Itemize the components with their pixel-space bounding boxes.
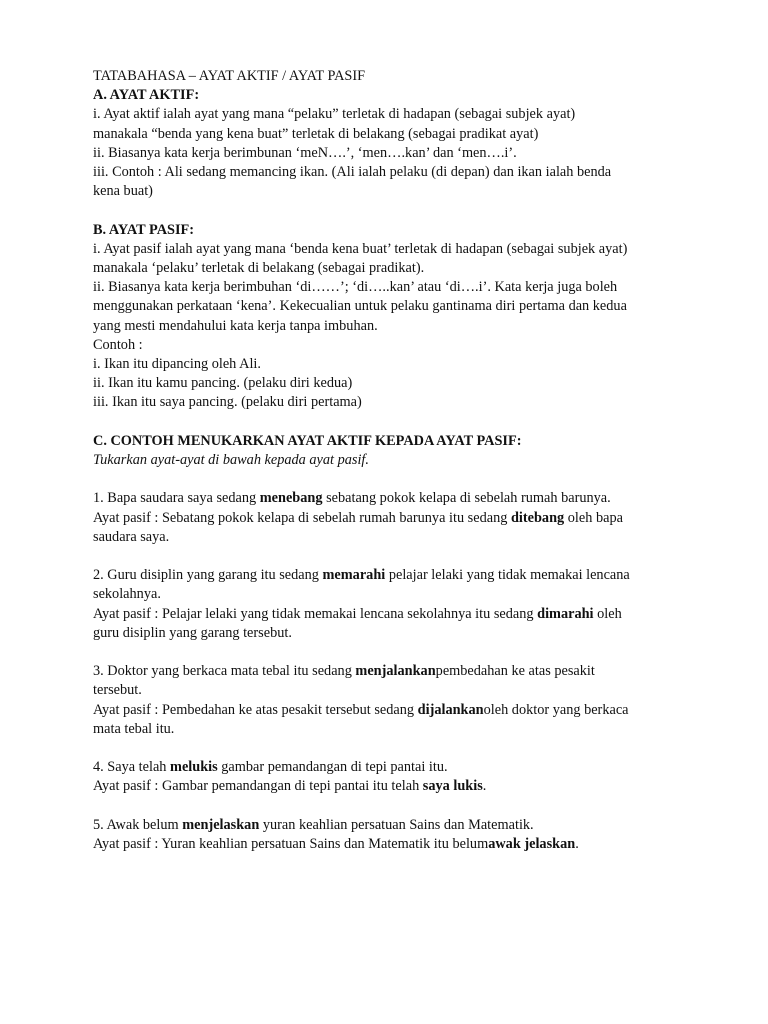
example-passive-sentence: Ayat pasif : Yuran keahlian persatuan Sains dan Matematik itu belumawak jelaskan.: [93, 836, 579, 853]
example-passive-sentence: Ayat pasif : Pelajar lelaki yang tidak memakai lencana sekolahnya itu sedang dimarahi oleh: [93, 605, 622, 622]
document-title: TATABAHASA – AYAT AKTIF / AYAT PASIF: [93, 68, 366, 84]
spacer: [93, 797, 693, 816]
passive-verb: saya lukis: [422, 778, 483, 795]
spacer: [93, 643, 693, 662]
example-passive-sentence: Ayat pasif : Sebatang pokok kelapa di sebelah rumah barunya itu sedang ditebang oleh bapa: [93, 509, 623, 526]
section-a-line: manakala “benda yang kena buat” terletak di belakang (sebagai pradikat ayat): [93, 125, 539, 142]
passive-verb: awak jelaskan: [488, 836, 576, 853]
section-a-line: kena buat): [93, 183, 153, 200]
section-c-instruction: Tukarkan ayat-ayat di bawah kepada ayat pasif.: [93, 452, 369, 469]
section-a-line: iii. Contoh : Ali sedang memancing ikan. (Ali ialah pelaku (di depan) dan ikan ialah benda: [93, 164, 612, 181]
example-passive-continuation: saudara saya.: [93, 528, 170, 545]
section-a-line: i. Ayat aktif ialah ayat yang mana “pelaku” terletak di hadapan (sebagai subjek ayat): [93, 106, 576, 123]
spacer: [93, 201, 693, 220]
passive-verb: dijalankan: [417, 701, 484, 718]
section-c-heading: C. CONTOH MENUKARKAN AYAT AKTIF KEPADA AYAT PASIF:: [93, 432, 522, 449]
active-verb: menebang: [259, 490, 323, 507]
spacer: [93, 413, 693, 432]
example-active-continuation: tersebut.: [93, 682, 142, 699]
section-b-line: manakala ‘pelaku’ terletak di belakang (sebagai pradikat).: [93, 260, 425, 277]
section-b-line: ii. Biasanya kata kerja berimbuhan ‘di……’; ‘di…..kan’ atau ‘di….i’. Kata kerja juga boleh: [93, 279, 618, 296]
active-verb: melukis: [170, 759, 218, 776]
example-active-sentence: 5. Awak belum menjelaskan yuran keahlian persatuan Sains dan Matematik.: [93, 816, 534, 833]
spacer: [93, 547, 693, 566]
active-verb: memarahi: [322, 567, 386, 584]
example-active-sentence: 2. Guru disiplin yang garang itu sedang memarahi pelajar lelaki yang tidak memakai lencana: [93, 567, 630, 584]
section-b-line: i. Ikan itu dipancing oleh Ali.: [93, 356, 261, 373]
section-a-heading: A. AYAT AKTIF:: [93, 87, 200, 104]
spacer: [93, 739, 693, 758]
active-verb: menjalankan: [355, 663, 436, 680]
spacer: [93, 470, 693, 489]
example-passive-sentence: Ayat pasif : Pembedahan ke atas pesakit tersebut sedang dijalankanoleh doktor yang berkaca: [93, 701, 629, 718]
section-b-line: yang mesti mendahului kata kerja tanpa imbuhan.: [93, 317, 378, 334]
section-b-line: i. Ayat pasif ialah ayat yang mana ‘benda kena buat’ terletak di hadapan (sebagai subjek ayat): [93, 240, 628, 257]
section-b-line: ii. Ikan itu kamu pancing. (pelaku diri kedua): [93, 375, 353, 392]
example-active-sentence: 3. Doktor yang berkaca mata tebal itu sedang menjalankanpembedahan ke atas pesakit: [93, 663, 595, 680]
section-b-heading: B. AYAT PASIF:: [93, 221, 195, 238]
example-passive-continuation: guru disiplin yang garang tersebut.: [93, 624, 292, 641]
passive-verb: ditebang: [510, 509, 565, 526]
example-active-continuation: sekolahnya.: [93, 586, 161, 603]
section-b-line: iii. Ikan itu saya pancing. (pelaku diri pertama): [93, 394, 362, 411]
active-verb: menjelaskan: [182, 816, 260, 833]
passive-verb: dimarahi: [537, 605, 594, 622]
section-a-line: ii. Biasanya kata kerja berimbunan ‘meN….’, ‘men….kan’ dan ‘men….i’.: [93, 144, 517, 161]
example-active-sentence: 4. Saya telah melukis gambar pemandangan di tepi pantai itu.: [93, 759, 448, 776]
example-active-sentence: 1. Bapa saudara saya sedang menebang sebatang pokok kelapa di sebelah rumah barunya.: [93, 490, 611, 507]
example-passive-sentence: Ayat pasif : Gambar pemandangan di tepi pantai itu telah saya lukis.: [93, 778, 487, 795]
document-body: [93, 67, 693, 854]
section-b-line: Contoh :: [93, 336, 143, 353]
example-passive-continuation: mata tebal itu.: [93, 720, 175, 737]
section-b-line: menggunakan perkataan ‘kena’. Kekecualian untuk pelaku gantinama diri pertama dan kedua: [93, 298, 627, 315]
